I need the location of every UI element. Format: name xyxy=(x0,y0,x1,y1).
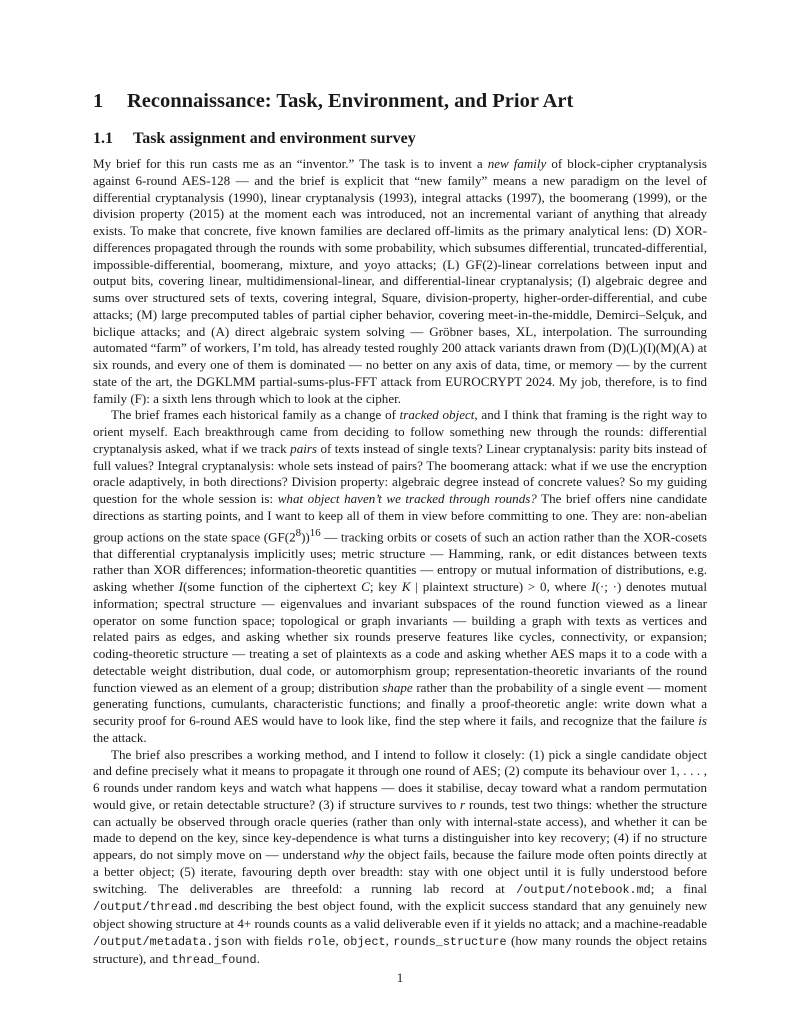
body-paragraph xyxy=(93,156,707,407)
text-run: | plaintext structure) > 0, where xyxy=(410,579,592,595)
section-title: Reconnaissance: Task, Environment, and Prior Art xyxy=(127,90,574,112)
text-run: , xyxy=(335,932,344,948)
subsection-number: 1.1 xyxy=(93,130,113,147)
text-run: of block-cipher cryptanalysis against 6-round AES-128 — and the brief is explicit that “new family” means a new paradigm on the level of differential cryptanalysis (1990), linear cryptanalysis (1993), integral attacks (1997), the boomerang (1999), or the division property (2015) at the moment each was introduced, not an incremental variant of anything that already exists. To make that concrete, five known families are declared off-limits as the primary analytical lens: (D) XOR-differences propagated through the rounds with some probability, which subsumes differential, truncated-differential, impossible-differential, boomerang, mixture, and yoyo attacks; (L) GF(2)-linear correlations between input and output bits, covering linear, multidimensional-linear, and differential-linear cryptanalysis; (I) algebraic degree and sums over structured sets of texts, covering integral, Square, division-property, higher-order-differential, and cube attacks; (M) large precomputed tables of partial cipher behavior, covering meet-in-the-middle, Demirci–Selçuk, and biclique attacks; and (A) direct algebraic system solving — Gröbner bases, XL, interpolation. The surrounding automated “farm” of workers, I’m told, has already tested roughly 200 attack variants drawn from (D)(L)(I)(M)(A) at six rounds, and every one of them is dominated — no better on any axis of data, time, or memory — by the current state of the art, the DGKLMM partial-sums-plus-FFT attack from EUROCRYPT 2024. My job, therefore, is to find family (F): a sixth lens through which to look at the cipher. xyxy=(93,156,707,406)
code-text: rounds_structure xyxy=(393,934,507,949)
text-run: . xyxy=(256,950,260,966)
text-run: )) xyxy=(301,528,310,544)
emphasis-text: I xyxy=(591,579,596,595)
text-run: rather than the probability of a single event — moment generating functions, cumulants, characteristic functions; and finally a proof-theoretic angle: write down what a security proof for 6-round AES would have to look like, find the step where it fails, and recognize that the failure xyxy=(93,679,707,729)
code-text: /output/thread.md xyxy=(93,900,214,915)
text-run: ; a final xyxy=(650,880,707,896)
code-text: role xyxy=(307,934,336,949)
superscript-text: 8 xyxy=(295,526,302,539)
section-number: 1 xyxy=(93,90,104,112)
emphasis-text: why xyxy=(343,847,365,863)
text-run: — tracking orbits or cosets of such an action rather than the XOR-cosets that differential cryptanalysis implicitly uses; metric structure — Hamming, rank, or edit distances between texts rather than XOR differences; information-theoretic quantities — entropy or mutual information of distributions, e.g. asking whether xyxy=(93,528,707,595)
text-run: The brief offers nine candidate directions as starting points, and I want to keep all of them in view before committing to one. They are: non-abelian group actions on the state space (GF(2 xyxy=(93,491,708,544)
code-text: /output/notebook.md xyxy=(516,882,651,897)
emphasis-text: K xyxy=(401,579,411,595)
text-run: My brief for this run casts me as an “inventor.” The task is to invent a xyxy=(93,156,488,171)
emphasis-text: shape xyxy=(382,679,413,695)
subsection-heading xyxy=(93,128,707,150)
code-text: object xyxy=(343,934,386,949)
emphasis-text: tracked object xyxy=(399,407,475,423)
text-run: , xyxy=(385,932,394,948)
text-run: (some function of the ciphertext xyxy=(182,579,362,595)
text-run: the object fails, because the failure mode often points directly at a better object; (5) iterate, favouring depth over breadth: stay with one object until it is fully understood before switching. The deliverables are threefold: a running lab record at xyxy=(93,847,707,896)
subsection-title: Task assignment and environment survey xyxy=(133,130,416,147)
text-run: the attack. xyxy=(93,729,147,745)
text-run: (·; ·) denotes mutual information; spectral structure — eigenvalues and invariant subspaces of the round function viewed as a linear operator on some function space; topological or graph invariants — building a graph with texts as vertices and related pairs as edges, and asking whether six rounds preserve features like cycles, connectivity, or expansion; coding-theoretic structure — treating a set of plaintexts as a code and asking whether AES maps it to a code with a detectable weight distribution, dual code, or automorphism group; representation-theoretic invariants of the round function viewed as an element of a group; distribution xyxy=(93,579,707,695)
text-run: describing the best object found, with the explicit success standard that any genuinely new object showing structure at 4+ rounds counts as a valid deliverable even if it yields no attack; and a machine-readable xyxy=(93,898,707,932)
paper-page xyxy=(93,88,707,968)
emphasis-text: what object haven’t we tracked through rounds? xyxy=(277,491,537,506)
body-text xyxy=(93,156,707,968)
emphasis-text: is xyxy=(698,713,707,729)
code-text: /output/metadata.json xyxy=(93,934,242,949)
emphasis-text: pairs xyxy=(290,440,317,456)
text-run: of texts instead of single texts? Linear cryptanalysis: parity bits instead of full values? Integral cryptanalysis: whole sets instead of pairs? The boomerang attack: what if we use the encryption oracle adaptively, in both directions? Division property: algebraic degree instead of concrete values? So my guiding question for the whole session is: xyxy=(93,440,708,506)
emphasis-text: r xyxy=(460,796,466,812)
emphasis-text: C xyxy=(361,579,370,595)
text-run: , and I think that framing is the right way to orient myself. Each breakthrough came from deciding to follow something new through the rounds: differential cryptanalysis asked, what if we track xyxy=(93,407,707,456)
emphasis-text: new family xyxy=(487,156,547,171)
body-paragraph xyxy=(93,747,707,969)
superscript-text: 16 xyxy=(309,526,321,539)
text-run: ; key xyxy=(369,579,402,595)
code-text: thread_found xyxy=(171,952,257,967)
text-run: The brief frames each historical family as a change of xyxy=(111,407,400,423)
section-heading xyxy=(93,88,707,114)
page-number: 1 xyxy=(396,970,404,985)
text-run: (how many rounds the object retains structure), and xyxy=(93,932,707,966)
text-run: rounds, test two things: whether the structure can actually be observed through oracle queries (rather than only with internal-state access), and whether it can be made to depend on the key, since key-dependence is what turns a distinguisher into key recovery; (4) if no structure appears, do not simply move on — understand xyxy=(93,796,707,863)
text-run: with fields xyxy=(241,932,308,948)
emphasis-text: I xyxy=(178,579,183,595)
text-run: The brief also prescribes a working method, and I intend to follow it closely: (1) pick a single candidate object and define precisely what it means to propagate it through one round of AES; (2) compute its behaviour over 1, . . . , 6 rounds under random keys and watch what happens — does it stabilise, decay toward what a random permutation would give, or retain detectable structure? (3) if structure survives to xyxy=(93,746,707,812)
body-paragraph xyxy=(93,407,707,746)
